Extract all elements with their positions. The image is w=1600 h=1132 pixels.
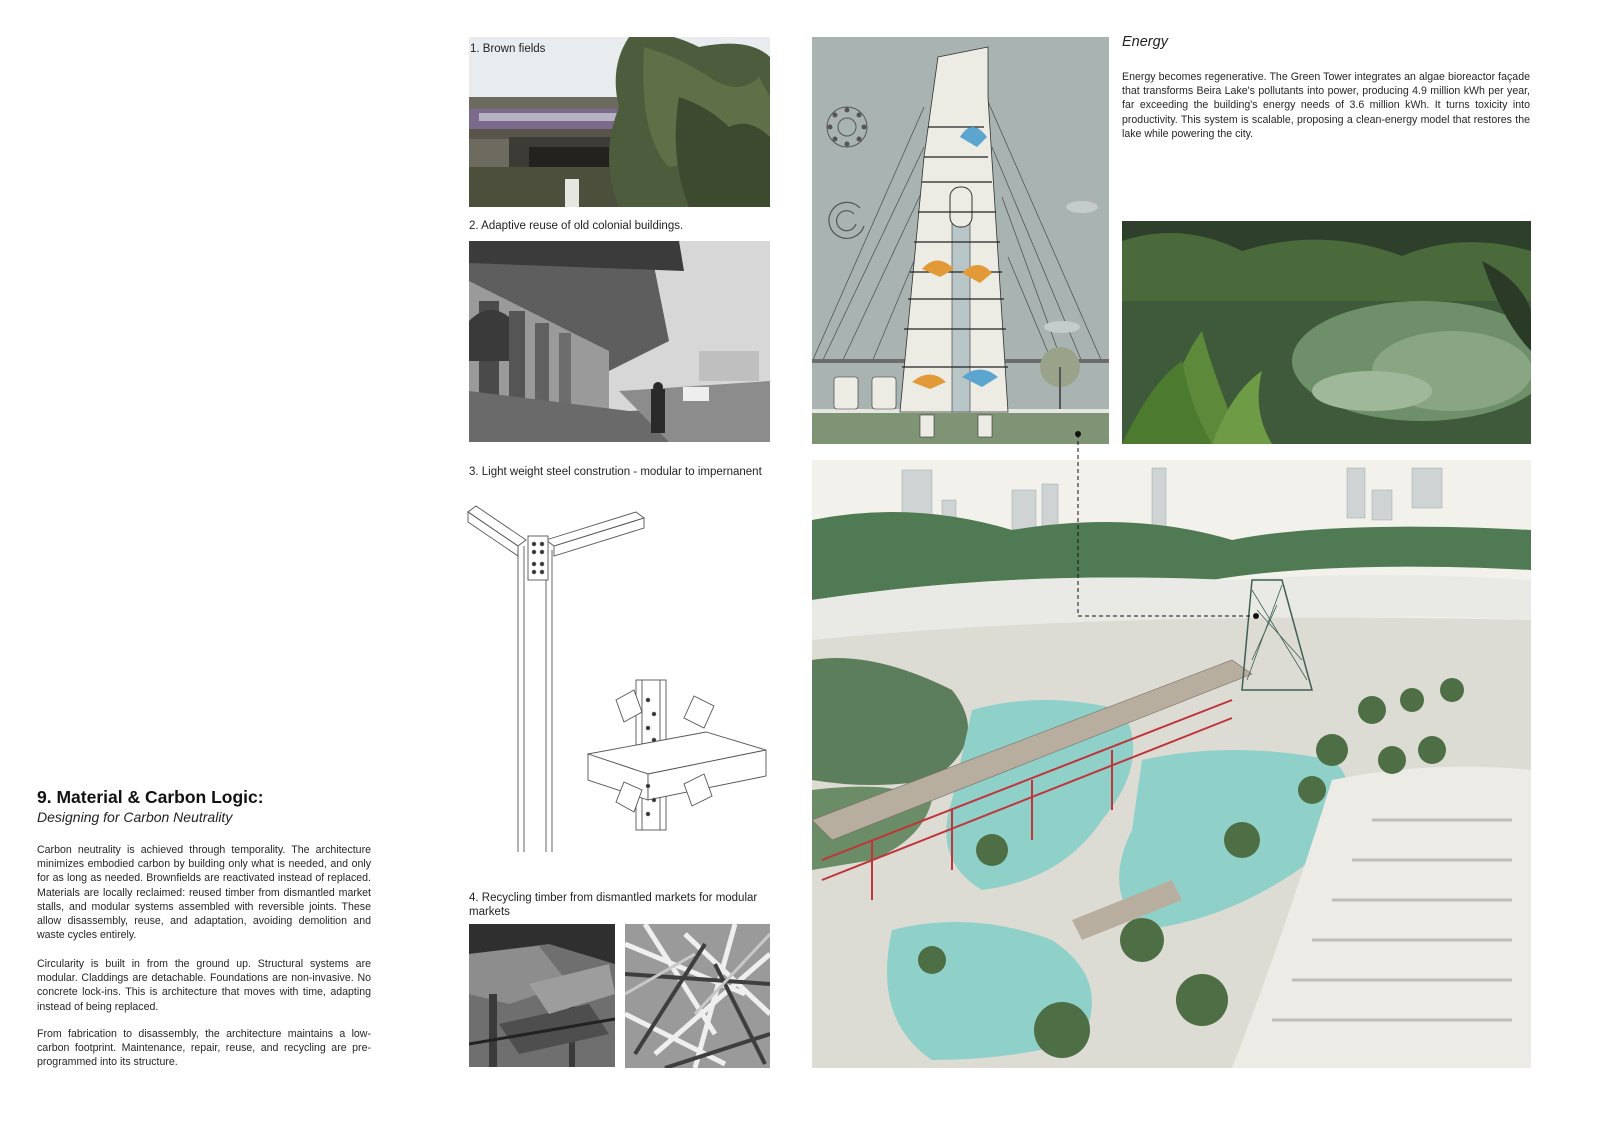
gear-icon	[824, 104, 870, 150]
energy-title: Energy	[1122, 34, 1168, 50]
caption-steel: 3. Light weight steel constrution - modular to impernanent	[469, 466, 762, 478]
photo-adaptive-reuse	[469, 241, 770, 442]
leader-line	[1070, 430, 1270, 630]
rotate-icon	[824, 196, 870, 242]
caption-timber: 4. Recycling timber from dismantled markets for modular markets	[469, 892, 758, 918]
body-paragraph: From fabrication to disassembly, the architecture maintains a low-carbon footprint. Maintenance, repair, reuse, and recycling are pre-programmed into its structure.	[37, 1028, 371, 1069]
body-paragraph: Carbon neutrality is achieved through temporality. The architecture minimizes embodied carbon by building only what is needed, and only for as long as needed. Brownfields are reactivated instead of replaced. Materials are locally reclaimed: reused timber from dismantled market stalls, and modular systems assembled with reversible joints. These allow disassembly, reuse, and adaptation, avoiding demolition and waste cycles entirely.	[37, 844, 371, 942]
photo-brownfields	[469, 37, 770, 207]
section-title: 9. Material & Carbon Logic:	[37, 787, 264, 807]
photo-timber-pile	[625, 924, 770, 1068]
caption-adaptive-reuse: 2. Adaptive reuse of old colonial buildings.	[469, 220, 684, 232]
energy-paragraph: Energy becomes regenerative. The Green Tower integrates an algae bioreactor façade that transforms Beira Lake's pollutants into power, producing 4.9 million kWh per year, far exceeding the building's energy needs of 3.6 million kWh. It turns toxicity into productivity. This system is scalable, proposing a clean-energy model that restores the lake while powering the city.	[1122, 71, 1530, 140]
photo-dismantled-market	[469, 924, 615, 1067]
photo-beira-lake	[1122, 221, 1531, 444]
section-subtitle: Designing for Carbon Neutrality	[37, 809, 233, 825]
steel-joint-drawing	[466, 500, 770, 856]
caption-brownfields: 1. Brown fields	[470, 43, 546, 55]
body-paragraph: Circularity is built in from the ground up. Structural systems are modular. Claddings are detachable. Foundations are non-invasive. No concrete lock-ins. This is architecture that moves with time, adapting instead of being replaced.	[37, 958, 371, 1013]
